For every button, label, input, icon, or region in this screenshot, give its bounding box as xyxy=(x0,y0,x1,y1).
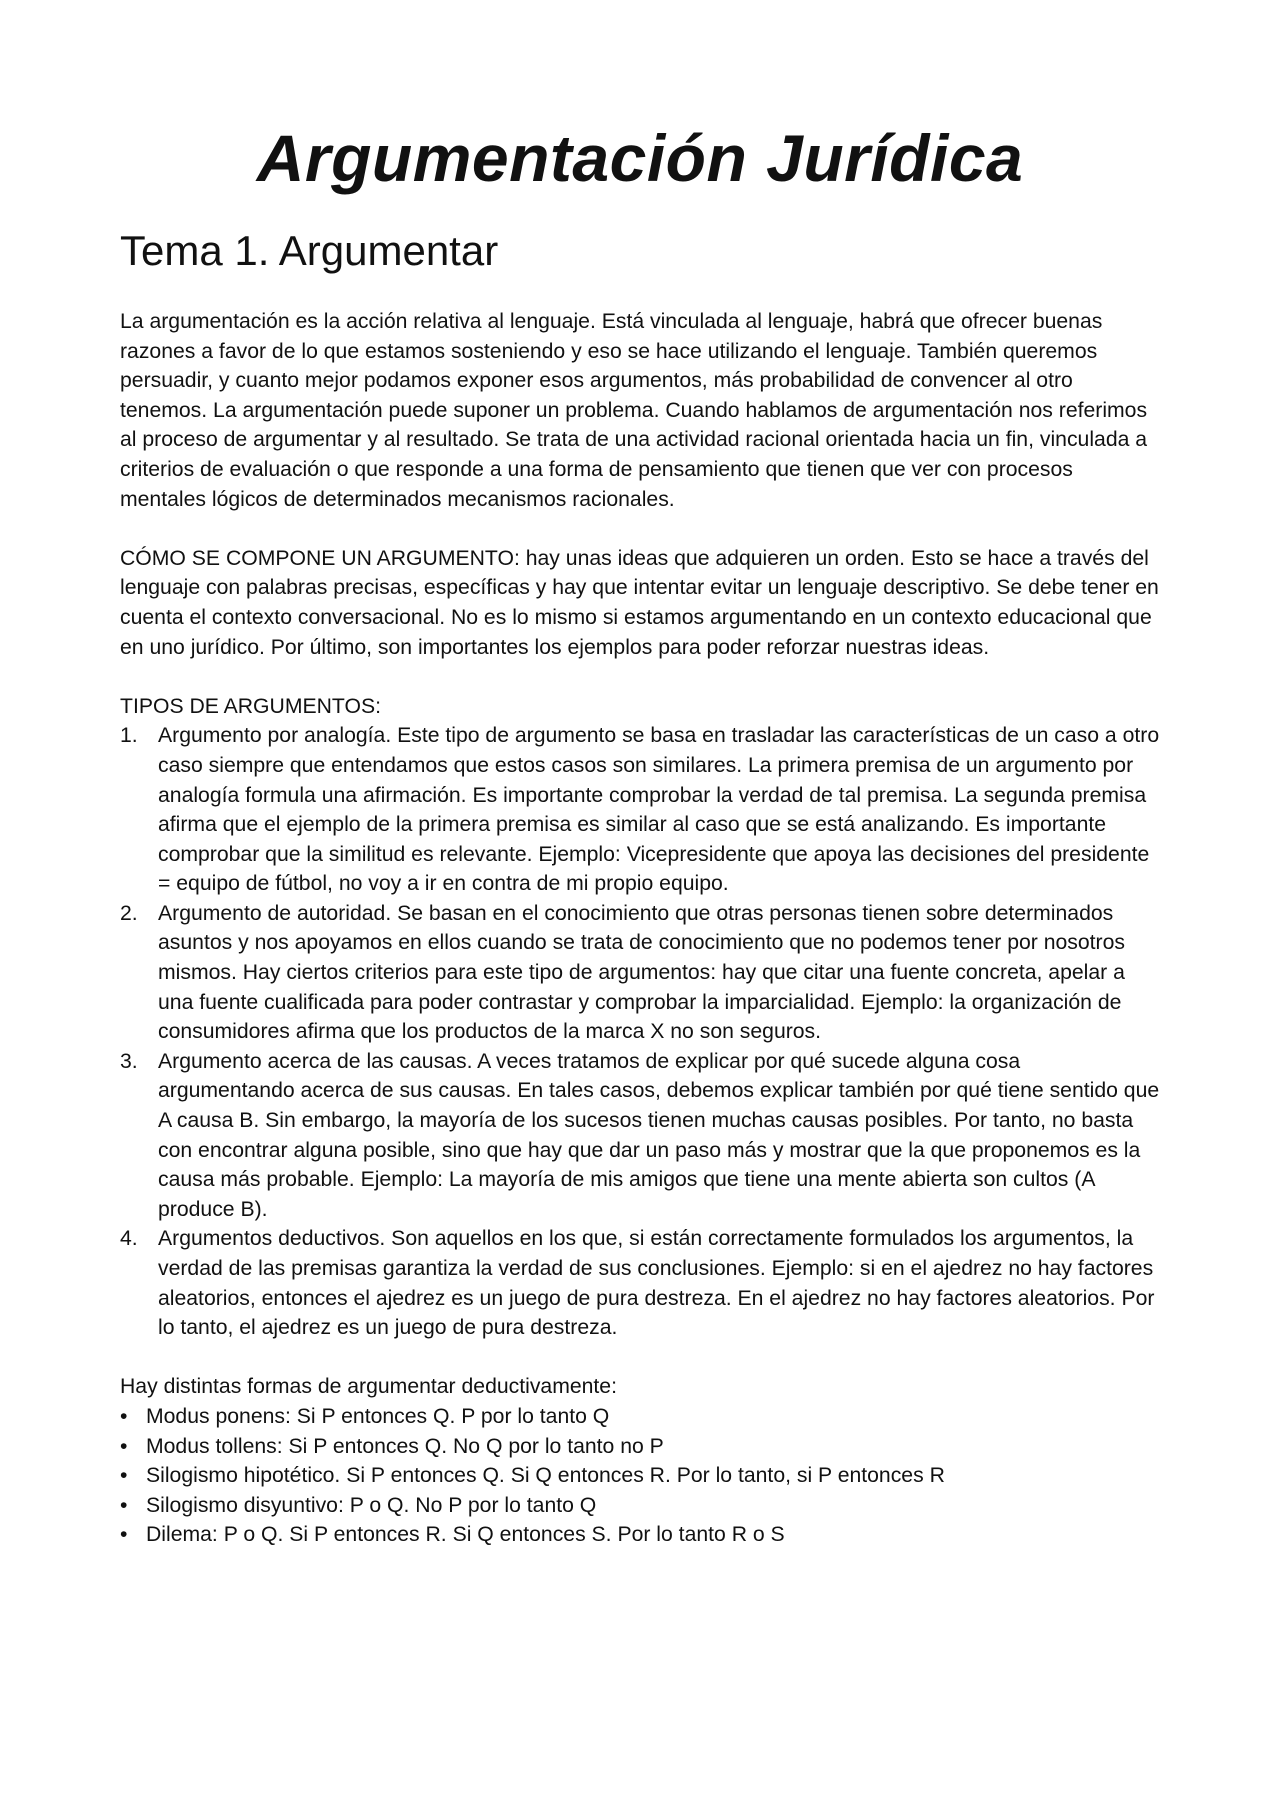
deductive-heading: Hay distintas formas de argumentar deductivamente: xyxy=(120,1375,617,1399)
list-item xyxy=(120,1047,1160,1225)
list-item-text: Argumento acerca de las causas. A veces tratamos de explicar por qué sucede alguna cosa argumentando acerca de sus causas. En tales casos, debemos explicar también por qué tiene sentido que A causa B. Sin embargo, la mayoría de los sucesos tienen muchas causas posibles. Por tanto, no basta con encontrar alguna posible, sino que hay que dar un paso más y mostrar que la que proponemos es la causa más probable. Ejemplo: La mayoría de mis amigos que tiene una mente abierta son cultos (A produce B). xyxy=(158,1049,1160,1221)
list-item-number: 4. xyxy=(120,1227,138,1251)
list-item-number: 3. xyxy=(120,1049,138,1073)
list-item-text: Argumento de autoridad. Se basan en el conocimiento que otras personas tienen sobre determinados asuntos y nos apoyamos en ellos cuando se trata de conocimiento que no podemos tener por nosotros mismos. Hay ciertos criterios para este tipo de argumentos: hay que citar una fuente concreta, apelar a una fuente cualificada para poder contrastar y comprobar la imparcialidad. Ejemplo: la organización de consumidores afirma que los productos de la marca X no son seguros. xyxy=(158,901,1125,1044)
list-item xyxy=(120,1461,1160,1491)
bullet-icon: • xyxy=(120,1434,128,1458)
list-item xyxy=(120,1402,1160,1432)
list-item-number: 1. xyxy=(120,724,138,748)
argument-types-list xyxy=(120,721,1160,1342)
list-item-text: Modus ponens: Si P entonces Q. P por lo tanto Q xyxy=(146,1404,610,1428)
bullet-icon: • xyxy=(120,1493,128,1517)
list-item xyxy=(120,1520,1160,1550)
list-item xyxy=(120,899,1160,1047)
list-item-text: Silogismo disyuntivo: P o Q. No P por lo tanto Q xyxy=(146,1493,597,1517)
list-item-text: Silogismo hipotético. Si P entonces Q. Si Q entonces R. Por lo tanto, si P entonces R xyxy=(146,1464,945,1488)
list-item-text: Argumentos deductivos. Son aquellos en los que, si están correctamente formulados los argumentos, la verdad de las premisas garantiza la verdad de sus conclusiones. Ejemplo: si en el ajedrez no hay factores aleatorios, entonces el ajedrez es un juego de pura destreza. En el ajedrez no hay factores aleatorios. Por lo tanto, el ajedrez es un juego de pura destreza. xyxy=(158,1227,1155,1340)
bullet-icon: • xyxy=(120,1404,128,1428)
list-item-number: 2. xyxy=(120,901,138,925)
list-item xyxy=(120,1224,1160,1342)
intro-paragraph: La argumentación es la acción relativa al lenguaje. Está vinculada al lenguaje, habrá que ofrecer buenas razones a favor de lo que estamos sosteniendo y eso se hace utilizando el lenguaje. También queremos persuadir, y cuanto mejor podamos exponer esos argumentos, más probabilidad de convencer al otro tenemos. La argumentación puede suponer un problema. Cuando hablamos de argumentación nos referimos al proceso de argumentar y al resultado. Se trata de una actividad racional orientada hacia un fin, vinculada a criterios de evaluación o que responde a una forma de pensamiento que tienen que ver con procesos mentales lógicos de determinados mecanismos racionales. xyxy=(120,310,1148,511)
document-title: Argumentación Jurídica xyxy=(256,121,1024,195)
list-item xyxy=(120,721,1160,899)
deductive-forms-list xyxy=(120,1402,1160,1550)
composition-paragraph: CÓMO SE COMPONE UN ARGUMENTO: hay unas ideas que adquieren un orden. Esto se hace a través del lenguaje con palabras precisas, específicas y hay que intentar evitar un lenguaje descriptivo. Se debe tener en cuenta el contexto conversacional. No es lo mismo si estamos argumentando en un contexto educacional que en uno jurídico. Por último, son importantes los ejemplos para poder reforzar nuestras ideas. xyxy=(120,546,1159,659)
bullet-icon: • xyxy=(120,1523,128,1547)
list-item xyxy=(120,1491,1160,1521)
list-item-text: Modus tollens: Si P entonces Q. No Q por lo tanto no P xyxy=(146,1434,664,1458)
list-item-text: Dilema: P o Q. Si P entonces R. Si Q entonces S. Por lo tanto R o S xyxy=(146,1523,785,1547)
bullet-icon: • xyxy=(120,1464,128,1488)
list-item-text: Argumento por analogía. Este tipo de argumento se basa en trasladar las características de un caso a otro caso siempre que entendamos que estos casos son similares. La primera premisa de un argumento por analogía formula una afirmación. Es importante comprobar la verdad de tal premisa. La segunda premisa afirma que el ejemplo de la primera premisa es similar al caso que se está analizando. Es importante comprobar que la similitud es relevante. Ejemplo: Vicepresidente que apoya las decisiones del presidente = equipo de fútbol, no voy a ir en contra de mi propio equipo. xyxy=(158,724,1160,896)
types-heading: TIPOS DE ARGUMENTOS: xyxy=(120,694,381,718)
list-item xyxy=(120,1432,1160,1462)
section-title: Tema 1. Argumentar xyxy=(120,227,499,274)
